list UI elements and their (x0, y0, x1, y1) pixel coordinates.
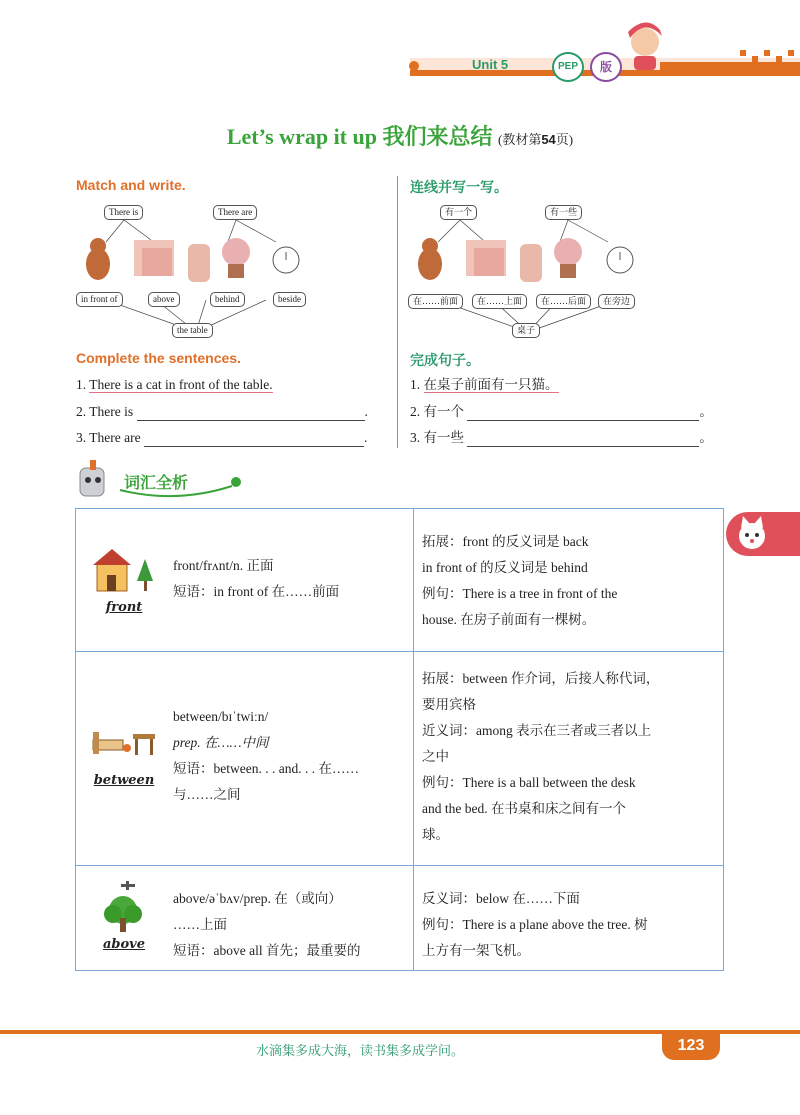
clock-icon (273, 247, 299, 273)
above-extension: 反义词：below 在……下面 例句：There is a plane above the tree. 树 上方有一架飞机。 (422, 891, 648, 958)
cat-icon (418, 238, 442, 280)
title-main: Let’s wrap it up 我们来总结 (226, 124, 493, 149)
match-illustration-zh (408, 202, 642, 342)
front-definition: front/frʌnt/n. 正面 短语：in front of 在……前面 (173, 558, 340, 599)
word-card-between (89, 718, 159, 788)
blank-3-en[interactable] (144, 430, 364, 447)
bag-icon (520, 244, 542, 282)
word-card-front (89, 545, 159, 615)
blank-2-zh[interactable] (467, 404, 699, 421)
plant-icon (222, 238, 250, 278)
label-zai-hou-mian: 在……后面 (536, 294, 591, 309)
cat-icon (86, 238, 110, 280)
label-zai-shang-mian: 在……上面 (472, 294, 527, 309)
sentence-3-zh: 3. 有一些 。 (410, 430, 713, 445)
bed-desk-icon (89, 718, 159, 768)
vocab-row-between (76, 652, 723, 866)
header-band (0, 0, 800, 88)
scene-icons (76, 202, 310, 342)
word-card-above (89, 880, 159, 952)
label-there-are: There are (213, 205, 257, 220)
vocab-row-above (76, 866, 723, 970)
word-card-label: front (105, 600, 143, 615)
unit-label: Unit 5 (472, 57, 509, 72)
scene-icons-zh (408, 202, 642, 342)
tree-icon (137, 559, 153, 581)
label-zai-qian-mian: 在……前面 (408, 294, 463, 309)
footer-motto: 水滴集多成大海，读书集多成学问。 (256, 1043, 465, 1058)
house-icon (89, 545, 159, 595)
word-card-label: between (93, 773, 155, 788)
match-heading-en: Match and write. (76, 177, 186, 193)
label-you-yi-ge: 有一个 (440, 205, 477, 220)
match-illustration-en (76, 202, 310, 342)
label-zai-pang-bian: 在旁边 (598, 294, 635, 309)
side-tab[interactable] (726, 512, 800, 556)
between-definition: between/bɪˈtwiːn/ prep. 在……中间 短语：between. . . and. . . 在…… 与……之间 (173, 709, 359, 802)
edition-badge: 版 (590, 52, 622, 82)
label-zhuo-zi: 桌子 (512, 323, 540, 338)
ball-icon (123, 744, 131, 752)
pictures-icon (466, 240, 506, 276)
plane-icon (121, 881, 135, 890)
vocab-row-front (76, 509, 723, 652)
page-number: 123 (662, 1032, 720, 1060)
sentence-3-en: 3. There are . (76, 430, 368, 445)
vocab-heading (76, 460, 246, 502)
blank-2-en[interactable] (137, 404, 365, 421)
clock-icon (607, 247, 633, 273)
label-the-table: the table (172, 323, 213, 338)
front-extension: 拓展：front 的反义词是 back in front of 的反义词是 behind 例句：There is a tree in front of the house. 在房子前面有一棵树。 (422, 534, 618, 627)
complete-heading-zh: 完成句子。 (410, 354, 480, 369)
label-above: above (148, 292, 180, 307)
vocab-heading-text: 词汇全析 (124, 475, 189, 492)
pep-badge: PEP (552, 52, 584, 82)
bag-icon (188, 244, 210, 282)
above-definition: above/əˈbʌv/prep. 在（或向） ……上面 短语：above all 首先；最重要的 (173, 891, 361, 958)
label-beside: beside (273, 292, 306, 307)
cat-face-icon (734, 512, 774, 556)
label-behind: behind (210, 292, 245, 307)
complete-heading-en: Complete the sentences. (76, 350, 241, 366)
column-divider (397, 176, 398, 448)
vocab-table (75, 508, 724, 971)
sentence-2-en: 2. There is . (76, 404, 368, 419)
label-you-yi-xie: 有一些 (545, 205, 582, 220)
tree-plane-icon (89, 880, 159, 932)
between-extension: 拓展：between 作介词，后接人称代词， 要用宾格 近义词：among 表示在三者或三者以上 之中 例句：There is a ball between the desk and the bed. 在书桌和床之间有一个 球。 (422, 671, 660, 842)
word-card-label: above (102, 937, 145, 952)
label-in-front-of: in front of (76, 292, 123, 307)
mascot-icon (80, 460, 104, 496)
page-title (0, 120, 800, 151)
plant-icon (554, 238, 582, 278)
match-heading-zh: 连线并写一写。 (410, 181, 508, 196)
sentence-1-en: 1. There is a cat in front of the table. (76, 377, 273, 392)
sentence-2-zh: 2. 有一个 。 (410, 404, 713, 419)
sentence-1-zh: 1. 在桌子前面有一只猫。 (410, 377, 559, 392)
title-reference: (教材第54页) (497, 132, 574, 147)
label-there-is: There is (104, 205, 143, 220)
pictures-icon (134, 240, 174, 276)
blank-3-zh[interactable] (467, 430, 699, 447)
